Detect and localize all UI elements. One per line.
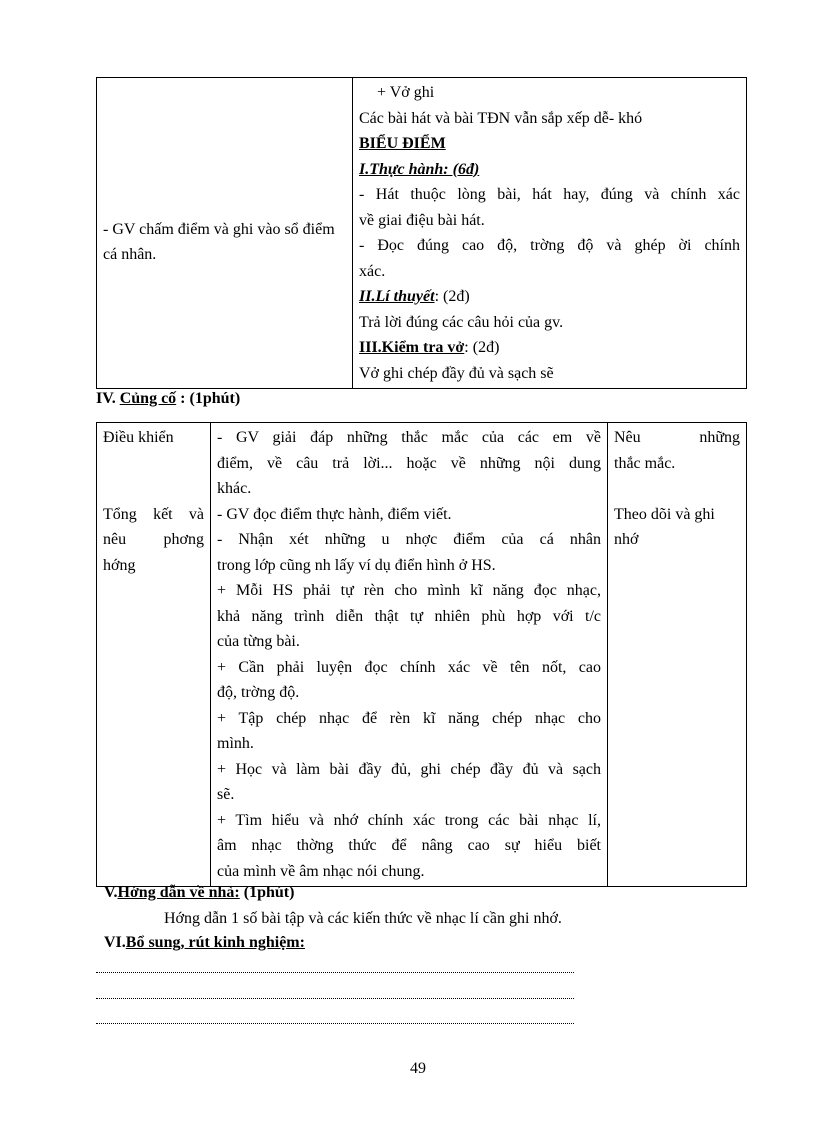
summary-label-3: hớng xyxy=(103,556,136,574)
page-number: 49 xyxy=(410,1060,426,1077)
activity-line: + Học và làm bài đầy đủ, ghi chép đầy đủ và sạch xyxy=(217,760,601,778)
student-task-2-line-1: Theo dõi và ghi xyxy=(614,505,715,523)
activity-line: của mình về âm nhạc nói chung. xyxy=(217,862,425,880)
summary-label-1: Tổng kết và xyxy=(103,505,204,523)
section-4-duration: : (1phút) xyxy=(176,390,241,407)
notebook-check-heading xyxy=(359,335,740,361)
theory-score: : (2đ) xyxy=(434,288,470,305)
section-5-duration: (1phút) xyxy=(239,884,295,901)
activity-line: khả năng trình diễn thật tự nhiên phù hợp với t/c xyxy=(217,607,601,625)
activity-line: + Cần phải luyện đọc chính xác về tên nốt, cao xyxy=(217,658,601,676)
evaluation-right-cell xyxy=(353,78,747,389)
activity-line: - GV đọc điểm thực hành, điểm viết. xyxy=(217,505,452,523)
student-task-2-line-2: nhớ xyxy=(614,531,639,548)
practice-line-1: - Hát thuộc lòng bài, hát hay, đúng và chính xác xyxy=(359,186,740,203)
notebook-check-label: III.Kiểm tra vở xyxy=(359,339,465,356)
theory-label: II.Lí thuyết xyxy=(359,288,435,305)
activity-line: trong lớp cũng nh lấy ví dụ điển hình ở HS. xyxy=(217,556,496,574)
notebook-check-line: Vở ghi chép đầy đủ và sạch sẽ xyxy=(359,364,554,382)
scoring-heading: BIỂU ĐIỂM xyxy=(359,135,446,152)
summary-label-2: nêu phơng xyxy=(103,531,204,548)
section-4-title: Củng cố xyxy=(119,390,177,407)
section-4-heading xyxy=(96,390,240,408)
section-5-title: Hớng dẫn về nhà: xyxy=(117,884,240,901)
activity-line: điểm, về câu trả lời... hoặc về những nội dung xyxy=(217,454,601,472)
activity-line: khác. xyxy=(217,480,252,497)
consolidation-table xyxy=(96,422,747,887)
activity-line: + Mỗi HS phải tự rèn cho mình kĩ năng đọc nhạc, xyxy=(217,582,601,599)
activity-line: - Nhận xét những u nhợc điểm của cá nhân xyxy=(217,531,601,548)
section-6-title: Bổ sung, rút kinh nghiệm: xyxy=(125,934,305,951)
section-4-prefix: IV. xyxy=(96,390,120,407)
activity-line: độ, trờng độ. xyxy=(217,684,300,701)
notebook-check-score: : (2đ) xyxy=(464,339,500,356)
practice-heading: I.Thực hành: (6đ) xyxy=(359,160,480,178)
consolidation-col-3 xyxy=(608,423,747,887)
control-label: Điều khiển xyxy=(103,429,174,446)
activity-line: sẽ. xyxy=(217,786,235,803)
section-6-prefix: VI. xyxy=(104,934,126,951)
activity-line: + Tập chép nhạc để rèn kĩ năng chép nhạc cho xyxy=(217,709,601,727)
theory-heading xyxy=(359,284,740,310)
grading-note: - GV chấm điểm và ghi vào sổ điểm cá nhân. xyxy=(103,220,335,263)
notes-line-3 xyxy=(96,1023,574,1024)
notes-line-2 xyxy=(96,998,574,999)
student-task-1-line-2: thắc mắc. xyxy=(614,454,676,472)
practice-line-4: xác. xyxy=(359,262,386,280)
theory-line: Trả lời đúng các câu hỏi của gv. xyxy=(359,313,564,331)
section-6-heading xyxy=(104,934,305,952)
activity-line: + Tìm hiểu và nhớ chính xác trong các bài nhạc lí, xyxy=(217,811,601,829)
activity-line: - GV giải đáp những thắc mắc của các em về xyxy=(217,429,601,446)
notes-line-1 xyxy=(96,972,574,973)
consolidation-col-1 xyxy=(97,423,211,887)
consolidation-col-2 xyxy=(211,423,608,887)
section-5-body: Hớng dẫn 1 số bài tập và các kiến thức về nhạc lí cần ghi nhớ. xyxy=(164,910,562,927)
student-task-1-line-1: Nêu những xyxy=(614,429,740,446)
songs-order-line: Các bài hát và bài TĐN vẫn sắp xếp dễ- khó xyxy=(359,109,643,127)
practice-line-3: - Đọc đúng cao độ, trờng độ và ghép ời chính xyxy=(359,237,740,254)
activity-line: của từng bài. xyxy=(217,633,300,650)
evaluation-left-cell xyxy=(97,78,353,389)
evaluation-table xyxy=(96,77,747,389)
section-5-heading xyxy=(104,884,294,902)
activity-line: mình. xyxy=(217,735,254,752)
practice-line-2: về giai điệu bài hát. xyxy=(359,211,485,229)
activity-line: âm nhạc thờng thức để nâng cao sự hiểu biết xyxy=(217,837,601,854)
section-5-prefix: V. xyxy=(104,884,118,901)
notebook-line: + Vở ghi xyxy=(377,84,435,101)
